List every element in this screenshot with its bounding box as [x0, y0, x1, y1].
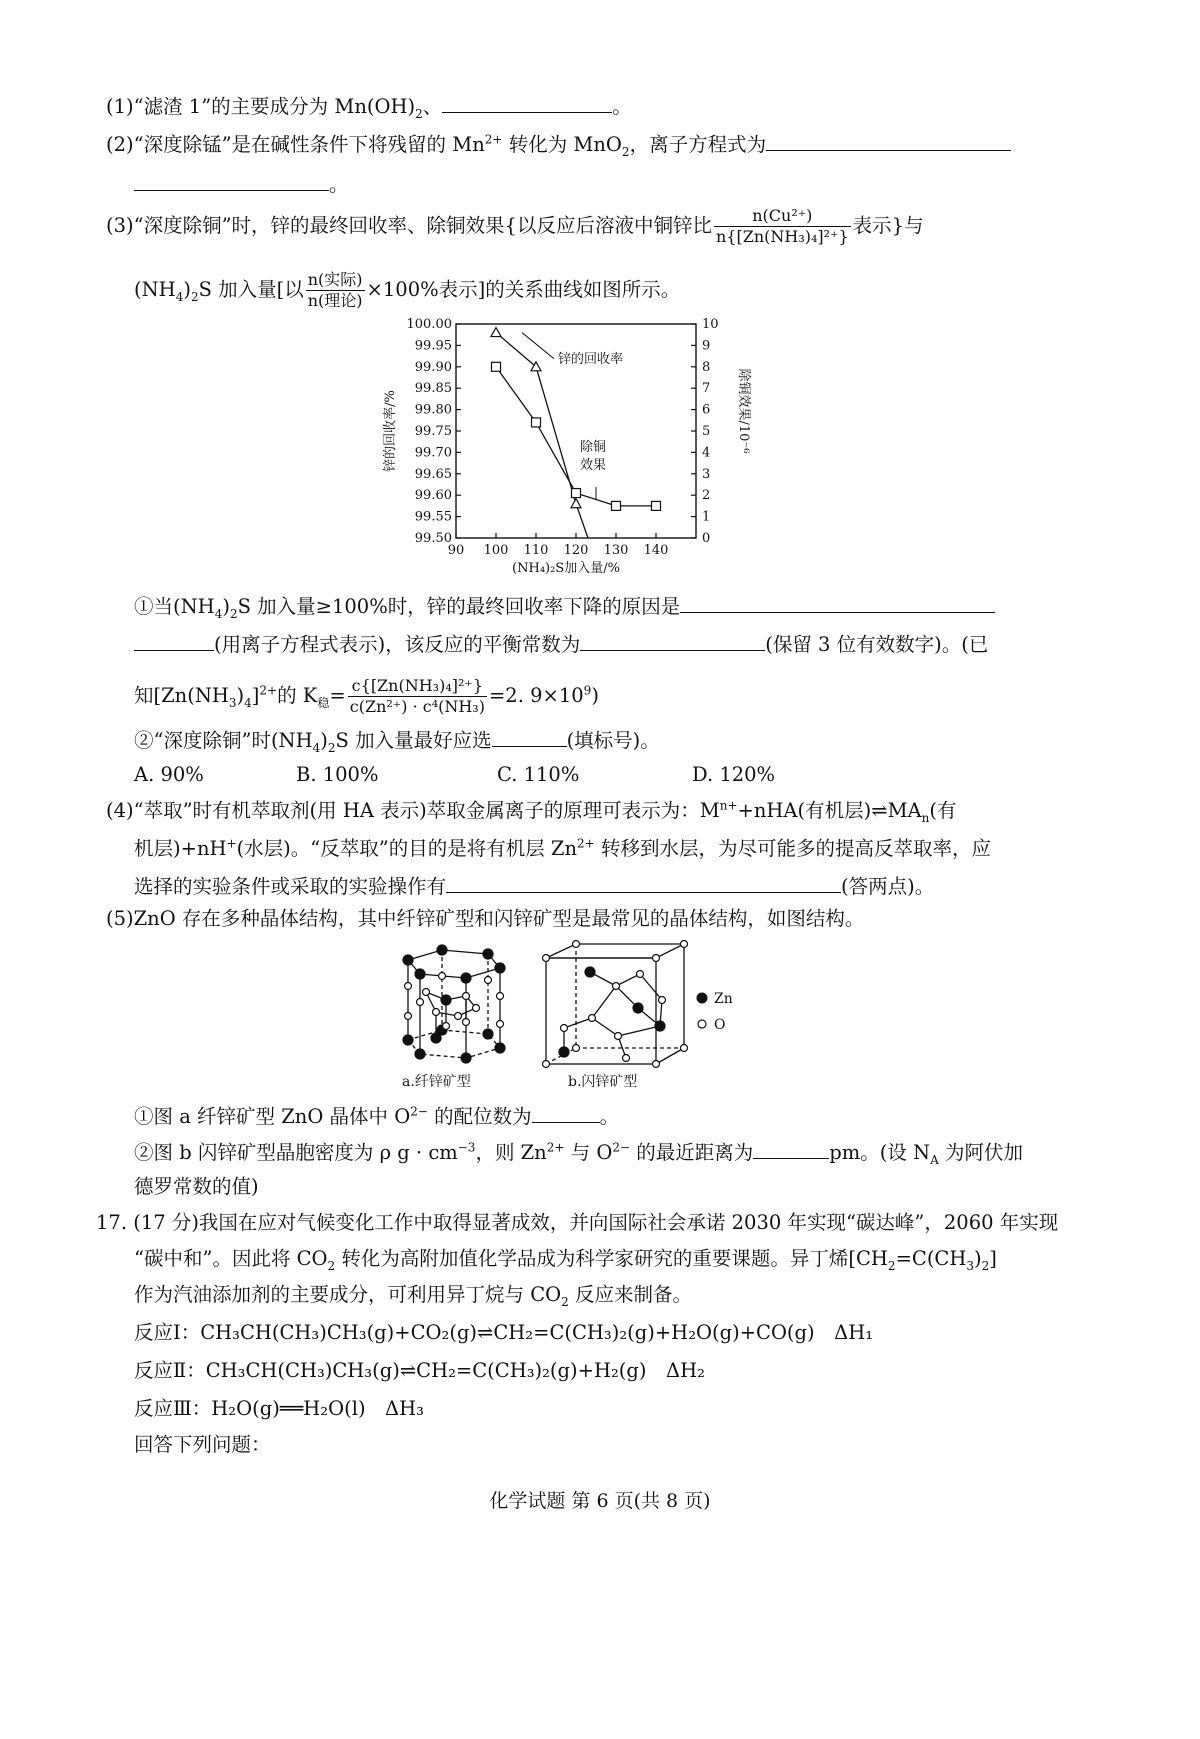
y-left-tick-label: 99.65 — [414, 466, 452, 482]
q17-line3: 作为汽油添加剂的主要成分，可利用异丁烷与 $CO_2$ 反应来制备。 — [134, 1283, 692, 1309]
caption-wurtzite: a.纤锌矿型 — [402, 1074, 471, 1090]
annotation-zinc: 锌的回收率 — [558, 351, 624, 367]
annotation-copper: 效果 — [580, 458, 607, 474]
copper-removal-point — [492, 362, 501, 371]
ratio-actual-theory: $\frac{\text{n(实际)}}{\text{n(理论)}}$ — [307, 270, 363, 310]
legend-o-marker — [698, 1020, 706, 1028]
y-left-tick-label: 99.95 — [414, 338, 452, 354]
answer-blank[interactable] — [532, 1102, 600, 1123]
answer-blank[interactable] — [492, 726, 567, 747]
x-axis-label: (NH₄)₂S加入量/% — [512, 561, 620, 576]
copper-removal-point — [612, 501, 621, 510]
wurtzite-atoms — [403, 945, 505, 1063]
y-right-tick-label: 4 — [702, 445, 711, 461]
x-tick-label: 140 — [643, 543, 669, 558]
q16-part2: (2)“深度除锰”是在碱性条件下将残留的 $Mn^{2+}$ 转化为 MnO$_2$，离子方程式为 — [106, 130, 1011, 158]
q16-part1: (1)“滤渣 1”的主要成分为 $Mn(OH)_2$、 。 — [106, 92, 632, 120]
y-left-axis-label: 锌的回收率/% — [383, 390, 398, 472]
y-left-tick-label: 100.00 — [406, 317, 452, 332]
q16-part3-line1: (3)“深度除铜”时，锌的最终回收率、除铜效果{以反应后溶液中铜锌比 $\frac{\text{n(Cu²⁺)}}{\text{n\{[Zn(NH₃)₄]²⁺\}}}$ 表示}与 — [106, 206, 924, 246]
q17-line1: 17. (17 分)我国在应对气候变化工作中取得显著成效，并向国际社会承诺 2030 年实现“碳达峰”，2060 年实现 — [96, 1211, 1059, 1234]
q16-part4-line1: (4)“萃取”时有机萃取剂(用 HA 表示)萃取金属离子的原理可表示为：$M^{n+}+nHA$(有机层)$\rightleftharpoons MA_n$(有 — [106, 798, 957, 825]
option-c[interactable]: C. 110% — [497, 763, 580, 786]
reaction-1: 反应Ⅰ：CH₃CH(CH₃)CH₃(g)+CO₂(g)⇌CH₂=C(CH₃)₂(g)+H₂O(g)+CO(g) ΔH₁ — [134, 1321, 874, 1344]
y-right-axis-label: 除铜效果/10⁻⁶ — [736, 368, 751, 454]
q16-part5-q1: ①图 a 纤锌矿型 ZnO 晶体中 $O^{2-}$ 的配位数为 。 — [134, 1102, 619, 1130]
legend-zn: Zn — [714, 991, 733, 1007]
answer-blank[interactable] — [766, 130, 1011, 151]
q17-prompt: 回答下列问题： — [134, 1433, 271, 1456]
reaction-3: 反应Ⅲ：H₂O(g)══H₂O(l) ΔH₃ — [134, 1397, 424, 1420]
x-tick-label: 90 — [447, 543, 465, 558]
answer-blank[interactable] — [442, 92, 612, 113]
y-right-tick-label: 7 — [702, 381, 711, 397]
y-left-tick-label: 99.75 — [414, 424, 452, 439]
answer-blank[interactable] — [134, 170, 329, 191]
crystal-structures — [380, 940, 780, 1090]
x-tick-label: 100 — [483, 543, 509, 558]
x-tick-label: 110 — [523, 543, 549, 558]
q16-part5-intro: (5)ZnO 存在多种晶体结构，其中纤锌矿型和闪锌矿型是最常见的晶体结构，如图结构。 — [106, 907, 865, 930]
recovery-chart — [380, 316, 760, 576]
page-footer: 化学试题 第 6 页(共 8 页) — [489, 1490, 711, 1512]
answer-blank[interactable] — [753, 1138, 829, 1159]
y-left-tick-label: 99.50 — [414, 531, 452, 546]
q16-part2-cont: 。 — [134, 170, 349, 198]
answer-blank[interactable] — [680, 592, 995, 613]
stability-constant-fraction: $\frac{\text{c\{[Zn(NH₃)₄]²⁺\}}}{\text{c(Zn²⁺) · c⁴(NH₃)}}$ — [349, 676, 485, 716]
copper-removal-point — [532, 418, 541, 427]
y-right-tick-label: 8 — [702, 359, 711, 375]
y-left-tick-label: 99.85 — [414, 381, 452, 397]
zinc-recovery-point — [571, 499, 581, 508]
q16-part3-q1: ①当$(NH_4)_2S$ 加入量≥100%时，锌的最终回收率下降的原因是 — [134, 592, 995, 620]
copper-removal-point — [572, 489, 581, 498]
y-right-tick-label: 3 — [702, 466, 711, 482]
q16-part4-line2: 机层)+nH+(水层)。“反萃取”的目的是将有机层 $Zn^{2+}$ 转移到水层，为尽可能多的提高反萃取率，应 — [134, 836, 991, 860]
q16-part3-q1-line3: 知$[Zn(NH_3)_4]^{2+}$的 $K_稳=$ $\frac{\text{c\{[Zn(NH₃)₄]²⁺\}}}{\text{c(Zn²⁺) · c⁴(NH₃)}}$ =2. $9\times 10^9$) — [134, 676, 599, 716]
q16-part5-q2-cont: 德罗常数的值) — [134, 1175, 259, 1198]
y-right-tick-label: 5 — [702, 424, 711, 439]
y-right-tick-label: 10 — [702, 317, 719, 332]
zincblende-structure — [546, 944, 684, 1064]
q17-line2: “碳中和”。因此将 $CO_2$ 转化为高附加值化学品成为科学家研究的重要课题。异丁烯$[CH_2=C(CH_3)_2]$ — [134, 1247, 997, 1273]
y-left-tick-label: 99.70 — [414, 445, 452, 461]
series-line — [496, 367, 656, 506]
q16-part5-q2: ②图 b 闪锌矿型晶胞密度为 ρ $g \cdot cm^{-3}$，则 $Zn^{2+}$ 与 $O^{2-}$ 的最近距离为 pm。(设 $N_A$ 为阿伏加 — [134, 1138, 1023, 1166]
option-a[interactable]: A. 90% — [134, 763, 204, 786]
annotation-leader — [522, 333, 554, 359]
y-right-tick-label: 1 — [702, 509, 711, 525]
caption-zincblende: b.闪锌矿型 — [568, 1074, 638, 1090]
answer-blank[interactable] — [580, 630, 765, 651]
x-tick-label: 120 — [563, 543, 589, 558]
reaction-2: 反应Ⅱ：CH₃CH(CH₃)CH₃(g)⇌CH₂=C(CH₃)₂(g)+H₂(g) ΔH₂ — [134, 1359, 705, 1382]
q16-part4-line3: 选择的实验条件或采取的实验操作有 (答两点)。 — [134, 872, 934, 900]
answer-blank[interactable] — [446, 872, 841, 893]
q16-part3-line2: $(NH_4)_2S$ 加入量[以 $\frac{\text{n(实际)}}{\text{n(理论)}}$ ×100%表示]的关系曲线如图所示。 — [134, 270, 681, 310]
y-left-tick-label: 99.90 — [414, 359, 452, 375]
annotation-copper: 除铜 — [580, 440, 607, 456]
answer-blank[interactable] — [134, 630, 214, 651]
x-tick-label: 130 — [603, 543, 629, 558]
y-right-tick-label: 2 — [702, 488, 711, 504]
copper-removal-point — [652, 501, 661, 510]
legend-o: O — [714, 1017, 726, 1033]
option-b[interactable]: B. 100% — [296, 763, 379, 786]
y-left-tick-label: 99.80 — [414, 402, 452, 418]
legend-zn-marker — [697, 993, 707, 1003]
option-d[interactable]: D. 120% — [692, 763, 776, 786]
y-right-tick-label: 6 — [702, 402, 711, 418]
copper-zinc-ratio: $\frac{\text{n(Cu²⁺)}}{\text{n\{[Zn(NH₃)₄]²⁺\}}}$ — [715, 206, 849, 246]
y-left-tick-label: 99.55 — [414, 509, 452, 525]
zinc-recovery-point — [491, 328, 501, 337]
q16-part3-q1-line2: (用离子方程式表示)，该反应的平衡常数为 (保留 3 位有效数字)。(已 — [134, 630, 988, 658]
y-left-tick-label: 99.60 — [414, 488, 452, 504]
y-right-tick-label: 9 — [702, 338, 711, 354]
y-right-tick-label: 0 — [702, 531, 711, 546]
q16-part3-q2: ②“深度除铜”时$(NH_4)_2S$ 加入量最好应选 (填标号)。 — [134, 726, 660, 754]
